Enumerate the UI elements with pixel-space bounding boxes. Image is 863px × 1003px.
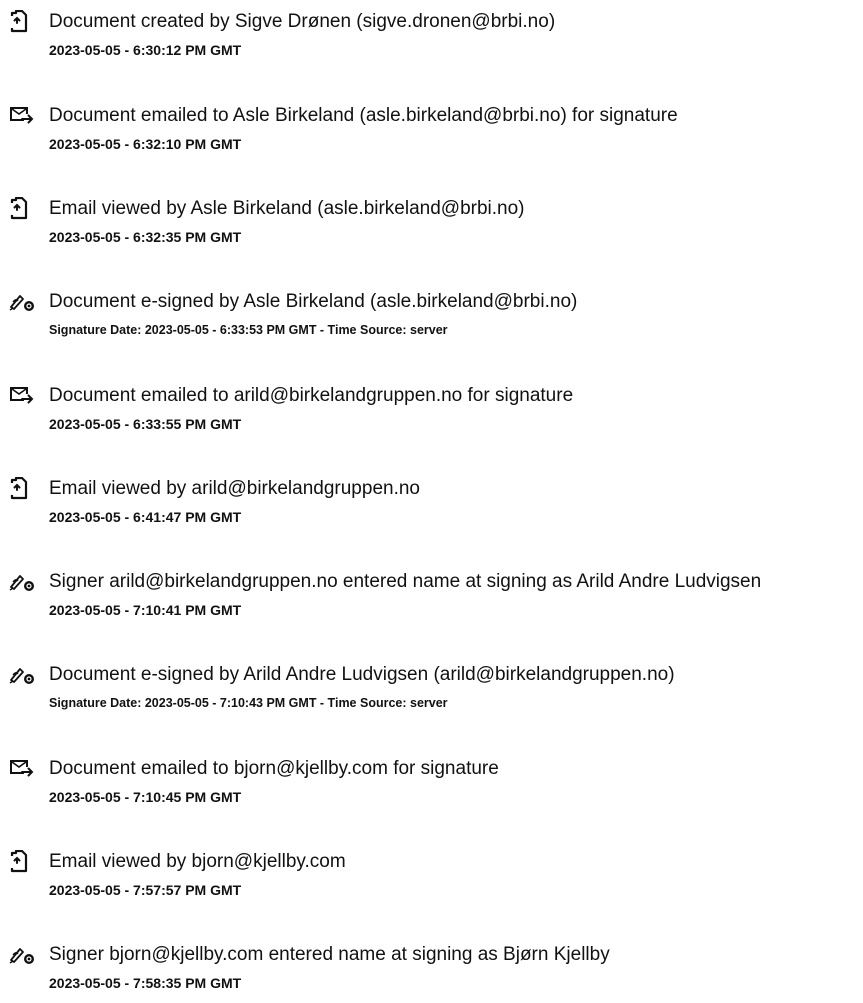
e-sign-icon <box>8 570 36 594</box>
event-title: Document e-signed by Asle Birkeland (asle.birkeland@brbi.no) <box>49 291 578 312</box>
email-sent-icon <box>8 384 36 408</box>
history-entry <box>0 290 863 350</box>
event-title: Document emailed to arild@birkelandgruppen.no for signature <box>49 385 574 406</box>
email-sent-icon <box>8 104 36 128</box>
event-title: Signer arild@birkelandgruppen.no entered name at signing as Arild Andre Ludvigsen <box>49 571 762 592</box>
document-created-icon <box>8 10 36 34</box>
event-timestamp: 2023-05-05 - 6:32:35 PM GMT <box>49 229 242 245</box>
event-timestamp: 2023-05-05 - 7:10:41 PM GMT <box>49 602 242 618</box>
signature-date: Signature Date: 2023-05-05 - 6:33:53 PM GMT - Time Source: server <box>49 323 448 337</box>
history-entry <box>0 757 863 817</box>
email-sent-icon <box>8 757 36 781</box>
event-timestamp: 2023-05-05 - 7:10:45 PM GMT <box>49 789 242 805</box>
event-timestamp: 2023-05-05 - 6:30:12 PM GMT <box>49 42 242 58</box>
event-timestamp: 2023-05-05 - 7:57:57 PM GMT <box>49 882 242 898</box>
event-timestamp: 2023-05-05 - 6:33:55 PM GMT <box>49 416 242 432</box>
event-timestamp: 2023-05-05 - 6:32:10 PM GMT <box>49 136 242 152</box>
history-entry <box>0 850 863 910</box>
history-entry <box>0 384 863 444</box>
signature-date: Signature Date: 2023-05-05 - 7:10:43 PM GMT - Time Source: server <box>49 696 448 710</box>
history-entry <box>0 197 863 257</box>
event-title: Document e-signed by Arild Andre Ludvigsen (arild@birkelandgruppen.no) <box>49 664 675 685</box>
document-viewed-icon <box>8 197 36 221</box>
history-entry <box>0 477 863 537</box>
event-title: Email viewed by bjorn@kjellby.com <box>49 851 346 872</box>
history-entry <box>0 663 863 723</box>
event-title: Document emailed to Asle Birkeland (asle.birkeland@brbi.no) for signature <box>49 105 678 126</box>
history-entry <box>0 943 863 1003</box>
event-title: Signer bjorn@kjellby.com entered name at signing as Bjørn Kjellby <box>49 944 610 965</box>
event-title: Document emailed to bjorn@kjellby.com for signature <box>49 758 499 779</box>
e-sign-icon <box>8 290 36 314</box>
history-entry <box>0 104 863 164</box>
history-entry <box>0 570 863 630</box>
history-entry <box>0 10 863 70</box>
event-timestamp: 2023-05-05 - 7:58:35 PM GMT <box>49 975 242 991</box>
document-viewed-icon <box>8 850 36 874</box>
event-title: Email viewed by arild@birkelandgruppen.no <box>49 478 420 499</box>
event-title: Email viewed by Asle Birkeland (asle.birkeland@brbi.no) <box>49 198 525 219</box>
e-sign-icon <box>8 663 36 687</box>
e-sign-icon <box>8 943 36 967</box>
event-timestamp: 2023-05-05 - 6:41:47 PM GMT <box>49 509 242 525</box>
document-viewed-icon <box>8 477 36 501</box>
event-title: Document created by Sigve Drønen (sigve.dronen@brbi.no) <box>49 11 556 32</box>
